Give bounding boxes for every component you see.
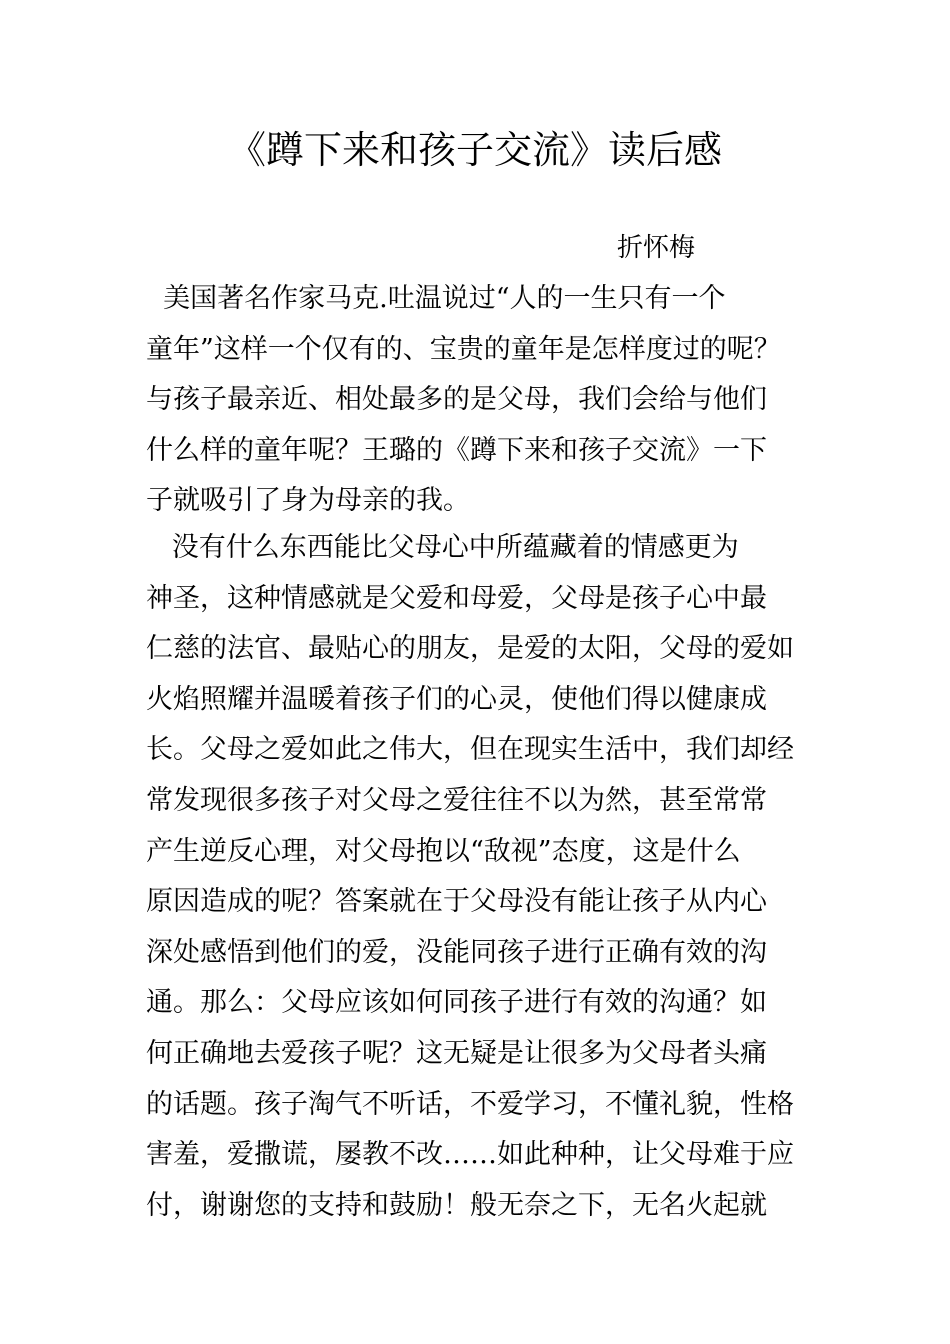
text-line: 的话题。孩子淘气不听话，不爱学习，不懂礼貌，性格 xyxy=(146,1088,794,1120)
text-line: 没有什么东西能比父母心中所蕴藏着的情感更为 xyxy=(146,532,739,563)
text-line: 深处感悟到他们的爱，没能同孩子进行正确有效的沟 xyxy=(146,936,767,968)
text-line: 长。父母之爱如此之伟大，但在现实生活中，我们却经 xyxy=(146,734,794,766)
text-line: 什么样的童年呢？王璐的《蹲下来和孩子交流》一下 xyxy=(146,434,767,466)
text-line: 害羞，爱撒谎，屡教不改……如此种种，让父母难于应 xyxy=(146,1139,794,1171)
text-line: 通。那么：父母应该如何同孩子进行有效的沟通？如 xyxy=(146,987,767,1019)
document-title: 《蹲下来和孩子交流》读后感 xyxy=(227,128,722,172)
paragraph-1 xyxy=(146,274,781,527)
text-line: 付，谢谢您的支持和鼓励！般无奈之下，无名火起就 xyxy=(146,1189,767,1221)
text-line: 童年”这样一个仅有的、宝贵的童年是怎样度过的呢？ xyxy=(146,333,781,365)
author-name: 折怀梅 xyxy=(617,233,696,263)
text-line: 子就吸引了身为母亲的我。 xyxy=(146,485,470,517)
text-line: 仁慈的法官、最贴心的朋友，是爱的太阳，父母的爱如 xyxy=(146,633,794,665)
text-line: 何正确地去爱孩子呢？这无疑是让很多为父母者头痛 xyxy=(146,1037,767,1069)
text-line: 产生逆反心理，对父母抱以“敌视”态度，这是什么 xyxy=(146,835,741,867)
paragraph-2 xyxy=(146,523,794,1231)
text-line: 神圣，这种情感就是父爱和母爱，父母是孩子心中最 xyxy=(146,582,767,614)
text-line: 常发现很多孩子对父母之爱往往不以为然，甚至常常 xyxy=(146,784,767,816)
text-line: 原因造成的呢？答案就在于父母没有能让孩子从内心 xyxy=(146,886,767,918)
text-line: 与孩子最亲近、相处最多的是父母，我们会给与他们 xyxy=(146,384,767,416)
text-line: 火焰照耀并温暖着孩子们的心灵，使他们得以健康成 xyxy=(146,683,767,715)
text-line: 美国著名作家马克.吐温说过“人的一生只有一个 xyxy=(146,283,726,314)
